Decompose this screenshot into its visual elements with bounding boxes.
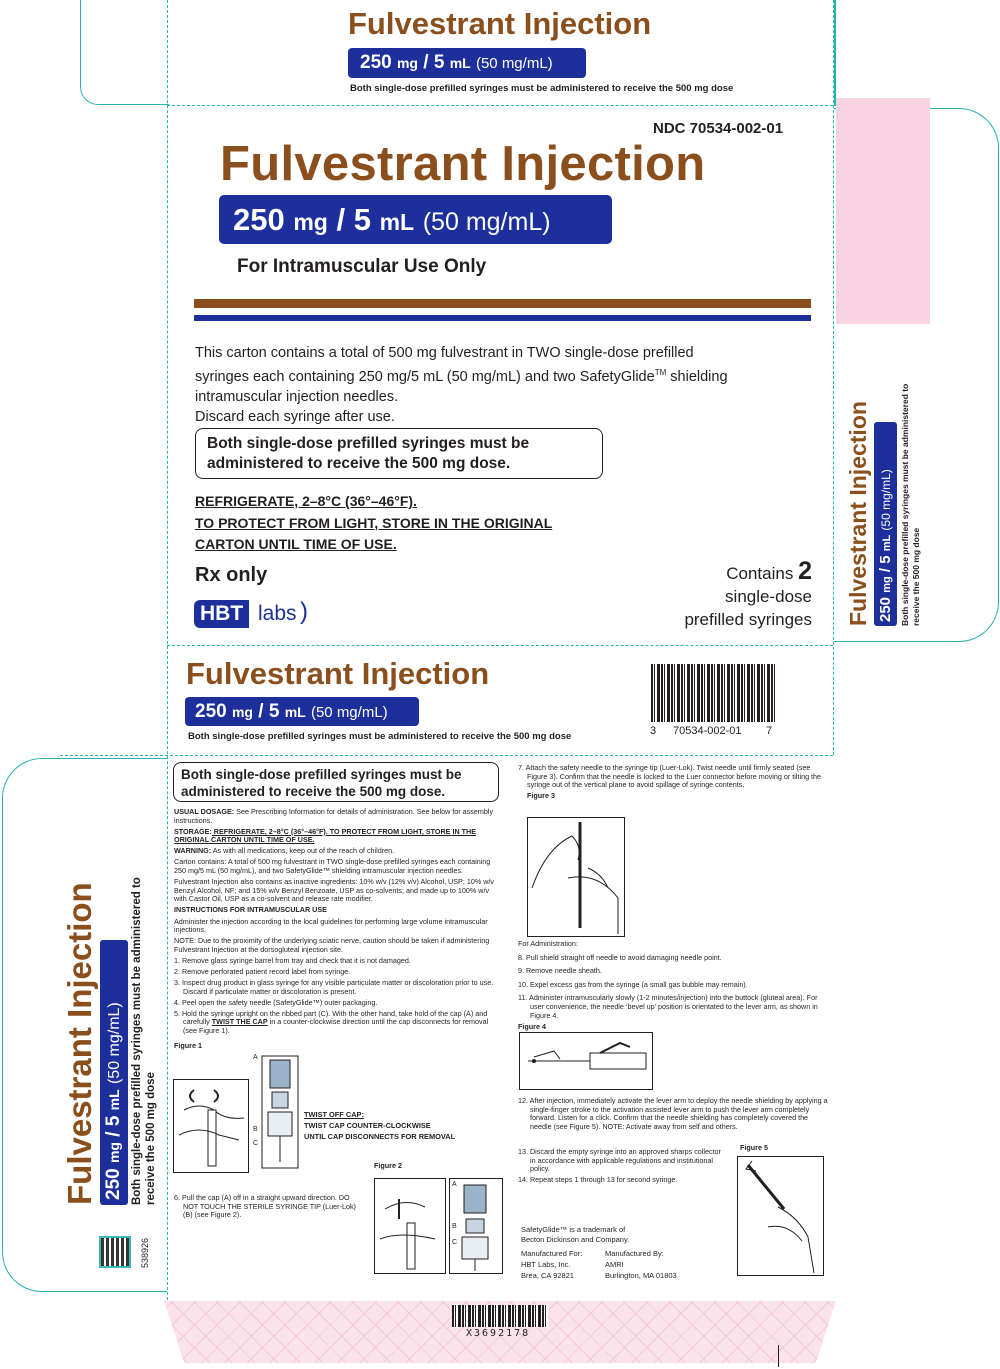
figure-5-label: Figure 5 — [740, 1143, 768, 1152]
figure-3-drawing — [528, 818, 624, 936]
strength-volume-unit: mL — [106, 1089, 122, 1111]
cut-mark — [778, 1345, 779, 1367]
strength-value: 250 — [195, 701, 227, 722]
strength-unit: mg — [396, 55, 418, 71]
front-strength-badge — [219, 195, 612, 244]
upc-barcode — [651, 664, 775, 722]
warning-text: As with all medications, keep out of the reach of children. — [211, 846, 395, 856]
figure-4-drawing — [520, 1033, 652, 1089]
strength-volume-unit: mL — [379, 209, 415, 235]
strength-value: 250 — [877, 596, 894, 622]
figure-2-label: Figure 2 — [374, 1161, 402, 1170]
final-steps — [518, 1148, 724, 1187]
mfd-for-name: HBT Labs, Inc. — [521, 1260, 571, 1269]
upc-digits: 70534-002-01 — [673, 725, 742, 737]
strength-value: 250 — [233, 202, 285, 237]
strength-unit: mg — [293, 209, 328, 235]
bottom-flap-product-name: Fulvestrant Injection — [186, 656, 490, 691]
upc-digit-left: 3 — [650, 725, 657, 737]
box-warning-line-2: administered to receive the 500 mg dose. — [207, 455, 511, 472]
step-3: 3. Inspect drug product in glass syringe for any visible particulate matter or discoloration prior to use. Discard if particulate matter or discoloration is present. — [174, 978, 494, 996]
top-flap-dose-warning: Both single-dose prefilled syringes must be administered to receive the 500 mg dose — [350, 83, 734, 94]
manufactured-by — [605, 1248, 677, 1281]
mfd-by-label: Manufactured By: — [605, 1249, 664, 1258]
back-instructions-right — [518, 764, 828, 803]
bottom-flap-dose-warning: Both single-dose prefilled syringes must be administered to receive the 500 mg dose — [188, 731, 572, 742]
strength-slash: / — [877, 567, 894, 573]
right-side-warning-2: receive the 500 mg dose — [911, 527, 921, 626]
strength-unit: mg — [881, 576, 893, 593]
step-14: 14. Repeat steps 1 through 13 for second syringe. — [518, 1175, 678, 1185]
figure-3-label: Figure 3 — [527, 791, 555, 801]
figure-2-syringe-drawing — [450, 1179, 502, 1273]
usual-dosage-label: USUAL DOSAGE: — [174, 807, 235, 816]
strength-slash: / — [423, 52, 429, 73]
top-flap-product-name: Fulvestrant Injection — [348, 6, 652, 41]
box-warning-line-1: Both single-dose prefilled syringes must be — [207, 435, 530, 452]
strength-unit: mg — [231, 704, 253, 720]
description-line-2 — [195, 363, 795, 387]
step-12: 12. After injection, immediately activate the lever arm to deploy the needle shielding by applying a single-finger stroke to the activation assisted lever arm to push the lever arm completely forward. Listen for a click. Confirm that the needle shielding has completely covered the needle (see Figure 5). NOTE: Activate away from self and others. — [518, 1096, 828, 1131]
sciatic-note: NOTE: Due to the proximity of the underlying sciatic nerve, caution should be taken if administering Fulvestrant Injection at the dorsogluteal injection site. — [174, 936, 490, 954]
instructions-intro: Administer the injection according to the local guidelines for performing large volume intramuscular injections. — [174, 916, 488, 935]
right-side-strength-badge — [874, 422, 897, 626]
figure-1-syringe-tip-image — [252, 1052, 300, 1172]
left-side-warning-1: Both single-dose prefilled syringes must be administered to — [131, 877, 143, 1205]
contains-number: 2 — [798, 557, 812, 585]
route-of-administration: For Intramuscular Use Only — [237, 256, 487, 277]
mfd-for-label: Manufactured For: — [521, 1249, 583, 1258]
figure-1-hands-image — [173, 1079, 249, 1173]
rx-only: Rx only — [195, 564, 268, 586]
pharmacode-barcode — [452, 1305, 548, 1327]
strength-volume-unit: mL — [284, 704, 306, 720]
contains-line-2: single-dose — [725, 587, 812, 606]
front-product-name: Fulvestrant Injection — [220, 137, 706, 191]
figure-1-label: Figure 1 — [174, 1040, 202, 1050]
for-administration: For Administration: — [518, 939, 578, 948]
right-side-label — [845, 346, 922, 626]
strength-volume: 5 — [103, 1115, 124, 1127]
figure-5-image — [737, 1156, 824, 1276]
step-1: 1. Remove glass syringe barrel from tray and check that it is not damaged. — [174, 955, 411, 965]
fig2-label-a: A — [452, 1181, 457, 1188]
step-5 — [174, 1010, 502, 1036]
front-panel-fold-left — [167, 0, 168, 1300]
step-13: 13. Discard the empty syringe into an approved sharps collector in accordance with applicable regulations and institutional policy. — [518, 1147, 721, 1174]
ndc-number: NDC 70534-002-01 — [653, 120, 784, 137]
mfd-for-address: Brea, CA 92821 — [521, 1271, 574, 1280]
usual-dosage — [174, 808, 502, 825]
strength-volume: 5 — [353, 202, 371, 237]
description-line-2-text: syringes each containing 250 mg/5 mL (50 mg/mL) and two SafetyGlide — [195, 368, 655, 385]
logo-hbt: HBT — [194, 600, 249, 628]
description-line-2-end: shielding — [666, 368, 728, 385]
strength-unit: mg — [106, 1142, 122, 1164]
strength-value: 250 — [360, 52, 392, 73]
figure-4-image — [519, 1032, 653, 1090]
front-dose-warning-box — [195, 428, 603, 479]
back-instructions-left — [174, 808, 502, 1053]
strength-slash: / — [103, 1131, 124, 1137]
step-5-a: 5. Hold the syringe upright on the ribbed part (C). With the other hand, take hold of the cap (A) and carefully — [174, 1008, 488, 1027]
top-flap-outline — [80, 0, 169, 105]
trademark-line-2: Becton Dickinson and Company. — [521, 1235, 630, 1244]
fig1-label-a: A — [253, 1054, 258, 1061]
back-dose-warning-box — [173, 762, 499, 802]
step-10: 10. Expel excess gas from the syringe (a small gas bubble may remain). — [518, 979, 748, 989]
left-side-product-name: Fulvestrant Injection — [61, 882, 98, 1205]
top-flap-fold — [167, 105, 833, 106]
step-11: 11. Administer intramuscularly slowly (1-2 minutes/injection) into the buttock (gluteal area). For user convenience, the needle ‘bevel up’ position is orientated to the lever arm, as shown in Figure 4. — [518, 993, 818, 1020]
inactive-ingredients: Fulvestrant Injection also contains as inactive ingredients: 10% w/v (12% v/v) Alcohol, USP; 10% w/v Benzyl Alcohol, NF; and 15% w/v Benzyl Benzoate, USP as co-solvents; and made up to 100% w/v with Castor Oil, USP as a co-solvent and release rate modifier. — [174, 877, 494, 904]
step-5-c: in a counter-clockwise direction until the cap disconnects for removal (see Figure 1). — [183, 1017, 489, 1036]
strength-volume: 5 — [268, 701, 280, 722]
fig1-label-b: B — [253, 1126, 258, 1133]
storage-line-3: CARTON UNTIL TIME OF USE. — [195, 536, 397, 552]
discard-instruction: Discard each syringe after use. — [195, 408, 395, 425]
carton-contains: Carton contains: A total of 500 mg fulvestrant in TWO single-dose prefilled syringes each containing 250 mg/5 mL (50 mg/mL), and two SafetyGlide™ shielding intramuscular injection needles. — [174, 857, 491, 876]
admin-steps — [518, 940, 828, 1034]
instructions-heading: INSTRUCTIONS FOR INTRAMUSCULAR USE — [174, 905, 327, 915]
mfd-by-name: AMRI — [605, 1260, 624, 1269]
strength-value: 250 — [103, 1168, 124, 1200]
trademark-notice — [521, 1225, 629, 1245]
storage-instructions — [195, 491, 552, 556]
step-6: 6. Pull the cap (A) off in a straight upward direction. DO NOT TOUCH THE STERILE SYRINGE TIP (Luer-Lok) (B) (see Figure 2). — [174, 1193, 356, 1220]
logo-paren: ) — [300, 598, 308, 625]
left-side-label — [62, 785, 158, 1205]
strength-slash: / — [336, 202, 346, 237]
blue-rule — [194, 315, 811, 321]
storage-line-1: REFRIGERATE, 2–8°C (36°–46°F). — [195, 493, 417, 509]
step-2: 2. Remove perforated patient record label from syringe. — [174, 967, 351, 976]
figure-3-image — [527, 817, 625, 937]
pink-panel — [836, 98, 930, 324]
contains-line-3: prefilled syringes — [684, 610, 812, 629]
storage-line-2: TO PROTECT FROM LIGHT, STORE IN THE ORIGINAL — [195, 514, 553, 531]
tm-mark: TM — [654, 368, 667, 377]
figure-2-drawing — [375, 1179, 445, 1273]
fig2-label-c: C — [452, 1239, 458, 1246]
twist-line-3: UNTIL CAP DISCONNECTS FOR REMOVAL — [304, 1132, 456, 1141]
back-box-warning-line-2: administered to receive the 500 mg dose. — [181, 784, 446, 799]
figure-4-label: Figure 4 — [518, 1021, 546, 1031]
left-side-warning-2: receive the 500 mg dose — [145, 1072, 157, 1205]
fig2-label-b: B — [452, 1223, 457, 1230]
contains-count — [640, 557, 812, 631]
back-box-warning-line-1: Both single-dose prefilled syringes must be — [181, 767, 462, 782]
logo-labs: labs — [258, 602, 297, 625]
manufactured-for — [521, 1248, 582, 1281]
contains-label: Contains — [726, 564, 794, 583]
concentration: (50 mg/mL) — [106, 1002, 123, 1085]
mfd-by-address: Burlington, MA 01803 — [605, 1271, 677, 1280]
strength-volume: 5 — [877, 555, 894, 564]
usual-dosage-text: See Prescribing Information for details of administration. See below for assembly instructions. — [174, 807, 494, 825]
front-bottom-fold — [167, 645, 833, 646]
strength-volume: 5 — [433, 52, 445, 73]
step-9: 9. Remove needle sheath. — [518, 966, 602, 976]
contains-line-1 — [640, 557, 812, 585]
concentration: (50 mg/mL) — [879, 469, 893, 531]
carton-description — [195, 343, 795, 427]
warning-label: WARNING: — [174, 846, 212, 856]
datamatrix-code — [99, 1236, 131, 1268]
step-8: 8. Pull shield straight off needle to avoid damaging needle point. — [518, 952, 722, 962]
storage-text: REFRIGERATE, 2–8°C (36°–46°F). TO PROTECT FROM LIGHT, STORE IN THE ORIGINAL CARTON UNTIL TIME OF USE. — [174, 826, 477, 845]
right-side-warning-1: Both single-dose prefilled syringes must be administered to — [900, 383, 910, 626]
concentration: (50 mg/mL) — [475, 55, 553, 72]
step-7: 7. Attach the safety needle to the syringe tip (Luer-Lok). Twist needle until firmly seated (see Figure 3). Confirm that the needle is locked to the Luer connector before moving or tilting the syringe out of the vertical plane to avoid spillage of syringe contents. — [518, 763, 822, 790]
figure-2-image — [374, 1178, 446, 1274]
fig1-label-c: C — [253, 1140, 259, 1147]
bottom-flap-strength-badge — [185, 697, 419, 726]
step-4: 4. Peel open the safety needle (SafetyGlide™) outer packaging. — [174, 997, 378, 1007]
concentration: (50 mg/mL) — [422, 208, 551, 236]
pharmacode-number: X3692178 — [466, 1328, 531, 1339]
description-line-3: intramuscular injection needles. — [195, 388, 399, 405]
storage-label: STORAGE: — [174, 826, 212, 836]
side-code: 538926 — [140, 1237, 150, 1268]
storage — [174, 828, 502, 845]
top-flap-strength-badge — [348, 48, 586, 78]
figure-1-syringe-drawing — [252, 1052, 300, 1172]
trademark-line-1: SafetyGlide™ is a trademark of — [521, 1225, 626, 1234]
left-side-strength-badge — [100, 940, 128, 1205]
figure-5-drawing — [738, 1157, 823, 1275]
back-top-fold — [60, 755, 833, 756]
concentration: (50 mg/mL) — [310, 704, 388, 721]
warning — [174, 847, 502, 856]
twist-line-2: TWIST CAP COUNTER-CLOCKWISE — [304, 1121, 431, 1130]
strength-slash: / — [258, 701, 264, 722]
figure-2-syringe-image — [449, 1178, 503, 1274]
twist-line-1: TWIST OFF CAP: — [304, 1110, 364, 1119]
step-5-b: TWIST THE CAP — [211, 1017, 268, 1027]
right-side-product-name: Fulvestrant Injection — [845, 401, 871, 626]
strength-volume-unit: mL — [881, 534, 893, 552]
twist-off-instructions — [304, 1109, 455, 1142]
description-line-1: This carton contains a total of 500 mg fulvestrant in TWO single-dose prefilled — [195, 345, 694, 361]
strength-volume-unit: mL — [449, 55, 471, 71]
upc-digit-right: 7 — [766, 725, 773, 737]
brown-rule — [194, 299, 811, 308]
figure-1-hands-drawing — [174, 1080, 248, 1172]
top-right-flap — [834, 0, 836, 106]
